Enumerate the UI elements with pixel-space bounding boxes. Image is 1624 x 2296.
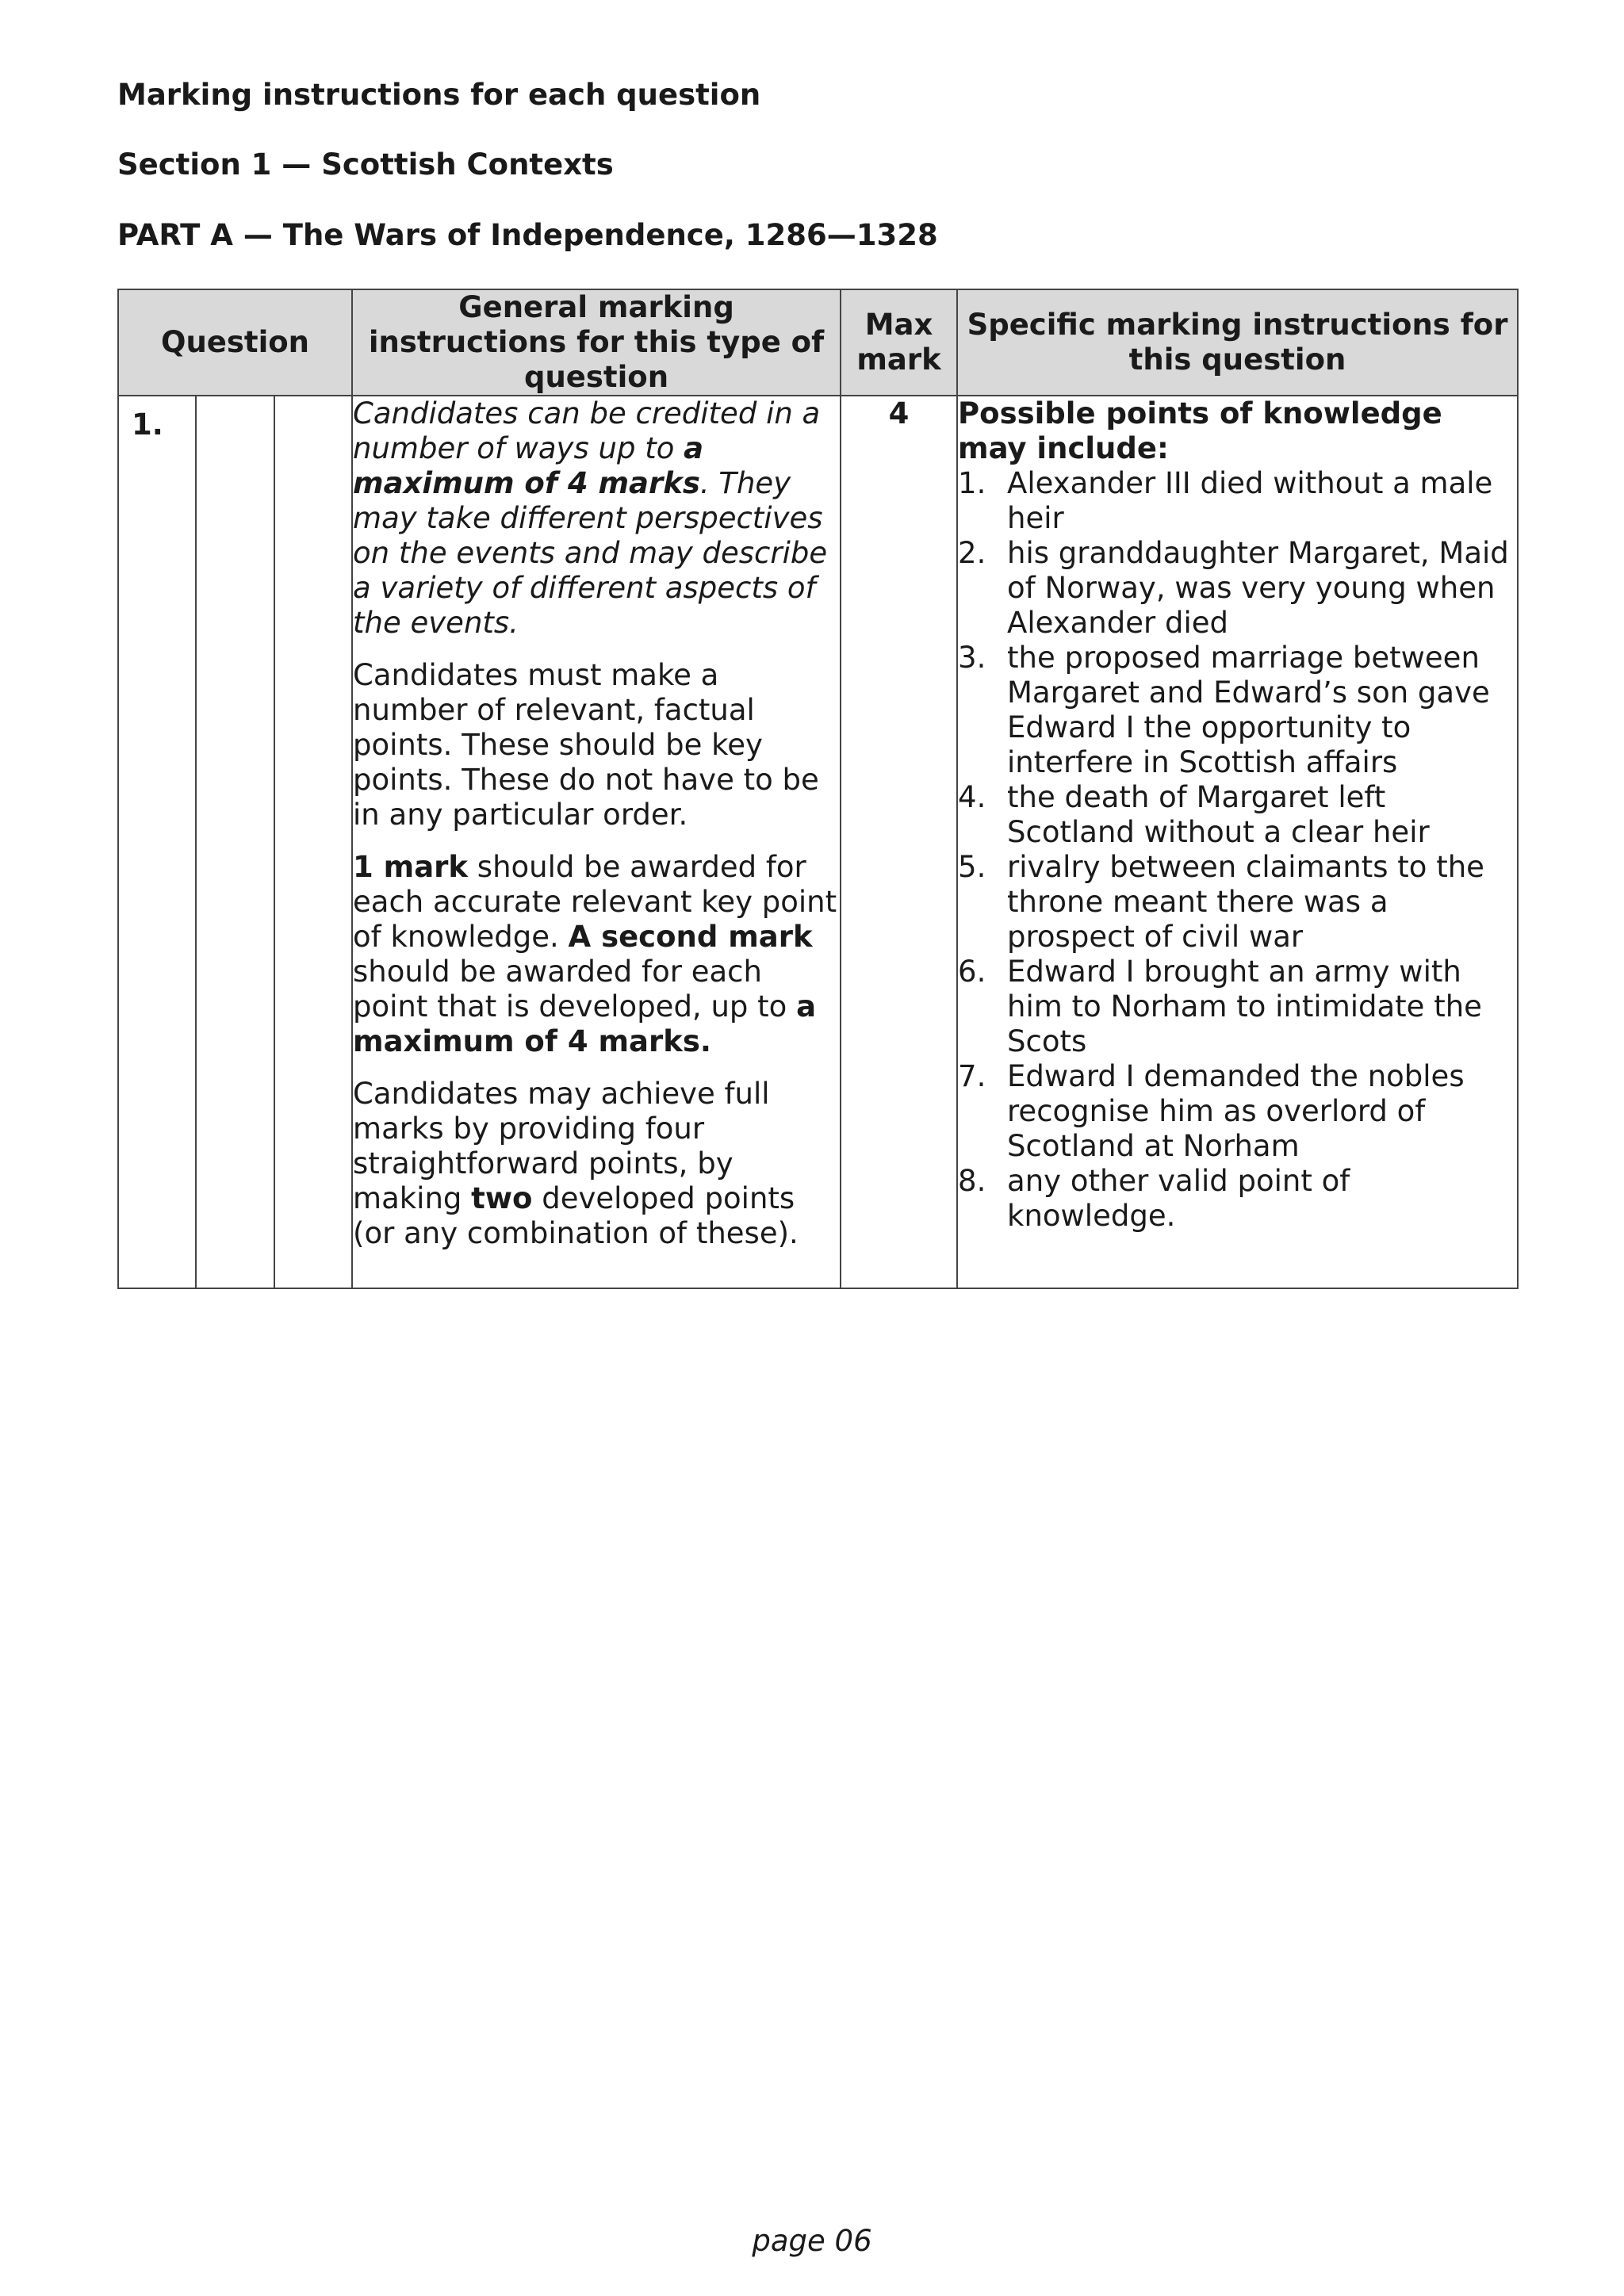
list-item: 7. Edward I demanded the nobles recognise him as overlord of Scotland at Norham (958, 1059, 1465, 1163)
question-subsub-cell (274, 396, 352, 1288)
max-mark-value: 4 (888, 396, 910, 430)
specific-intro: Possible points of knowledge may include: (958, 396, 1442, 465)
list-item: 2. his granddaughter Margaret, Maid of Norway, was very young when Alexander died (958, 536, 1509, 640)
specific-instructions-cell (957, 396, 1518, 1288)
list-item: 6. Edward I brought an army with him to Norham to intimidate the Scots (958, 955, 1482, 1058)
general-paragraph-2: Candidates must make a number of relevant, factual points. These should be key points. These do not have to be in any particular order. (353, 658, 819, 832)
header-general-instructions: General marking instructions for this type of question (352, 289, 841, 396)
table-row (118, 396, 1518, 1288)
heading-section: Section 1 — Scottish Contexts (117, 147, 614, 182)
page-number: page 06 (752, 2224, 872, 2258)
list-item: 5. rivalry between claimants to the throne meant there was a prospect of civil war (958, 850, 1484, 954)
knowledge-points-list (958, 466, 1517, 1234)
general-paragraph-4: Candidates may achieve full marks by providing four straightforward points, by making two developed points (or any combination of these). (353, 1077, 799, 1250)
question-number: 1. (132, 408, 163, 442)
table-header-row (118, 289, 1518, 396)
header-specific-instructions: Specific marking instructions for this question (957, 289, 1518, 396)
marking-table (117, 289, 1519, 1289)
heading-marking-instructions: Marking instructions for each question (117, 78, 761, 112)
header-max-mark: Max mark (841, 289, 957, 396)
question-number-cell (118, 396, 196, 1288)
general-paragraph-1: Candidates can be credited in a number of ways up to a maximum of 4 marks. They may take different perspectives on the events and may describe a variety of different aspects of the events. (353, 396, 828, 640)
general-instructions-cell (352, 396, 841, 1288)
header-question: Question (118, 289, 352, 396)
question-sub-cell (196, 396, 274, 1288)
list-item: 8. any other valid point of knowledge. (958, 1164, 1350, 1233)
max-mark-cell (841, 396, 957, 1288)
list-item: 4. the death of Margaret left Scotland without a clear heir (958, 780, 1430, 849)
list-item: 3. the proposed marriage between Margaret and Edward’s son gave Edward I the opportunity to interfere in Scottish affairs (958, 641, 1490, 779)
general-paragraph-3: 1 mark should be awarded for each accurate relevant key point of knowledge. A second mark should be awarded for each point that is developed, up to a maximum of 4 marks. (353, 850, 837, 1058)
list-item: 1. Alexander III died without a male heir (958, 466, 1493, 535)
heading-part: PART A — The Wars of Independence, 1286—1328 (117, 218, 938, 252)
